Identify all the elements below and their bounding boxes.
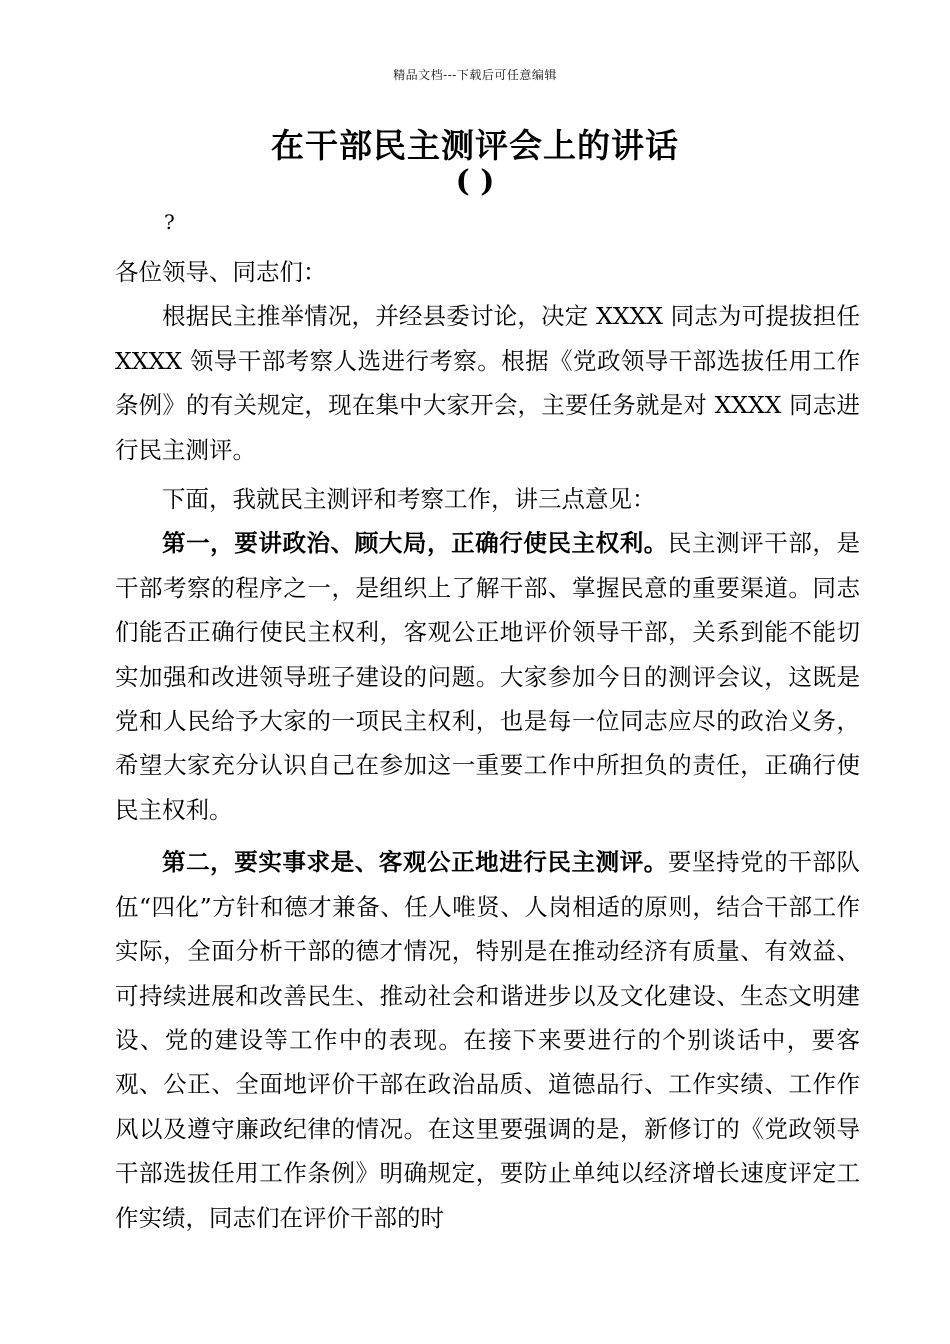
salutation: 各位领导、同志们： [115,258,327,286]
paragraph-4 [115,840,860,1240]
paragraph-4-body: 要坚持党的干部队伍“四化”方针和德才兼备、任人唯贤、人岗相适的原则，结合干部工作实际，全面分析干部的德才情况，特别是在推动经济有质量、有效益、可持续进展和改善民生、推动社会和谐进步以及文化建设、生态文明建设、党的建设等工作中的表现。在接下来要进行的个别谈话中，要客观、公正、全面地评价干部在政治品质、道德品行、工作实绩、工作作风以及遵守廉政纪律的情况。在这里要强调的是，新修订的《党政领导干部选拔任用工作条例》明确规定，要防止单纯以经济增长速度评定工作实绩，同志们在评价干部的时 [115,848,860,1232]
paragraph-3-body: 民主测评干部，是干部考察的程序之一，是组织上了解干部、掌握民意的重要渠道。同志们能否正确行使民主权利，客观公正地评价领导干部，关系到能不能切实加强和改进领导班子建设的问题。大家参加今日的测评会议，这既是党和人民给予大家的一项民主权利，也是每一位同志应尽的政治义务，希望大家充分认识自己在参加这一重要工作中所担负的责任，正确行使民主权利。 [115,529,860,824]
paragraph-1: 根据民主推举情况，并经县委讨论，决定 XXXX 同志为可提拔担任 XXXX 领导干部考察人选进行考察。根据《党政领导干部选拔任用工作条例》的有关规定，现在集中大家开会，主要任务就是对 XXXX 同志进行民主测评。 [115,302,860,464]
paragraph-3-heading: 第一，要讲政治、顾大局，正确行使民主权利。 [162,529,668,558]
paragraph-4-heading: 第二，要实事求是、客观公正地进行民主测评。 [162,848,668,877]
document-subtitle: ( ) [455,164,495,199]
header-note: 精品文档---下载后可任意编辑 [393,68,557,82]
paragraph-2: 下面，我就民主测评和考察工作，讲三点意见： [162,485,656,514]
document-title: 在干部民主测评会上的讲话 [271,126,679,165]
document-body [115,250,860,1240]
placeholder-mark: ? [164,210,175,234]
paragraph-3 [115,521,860,832]
